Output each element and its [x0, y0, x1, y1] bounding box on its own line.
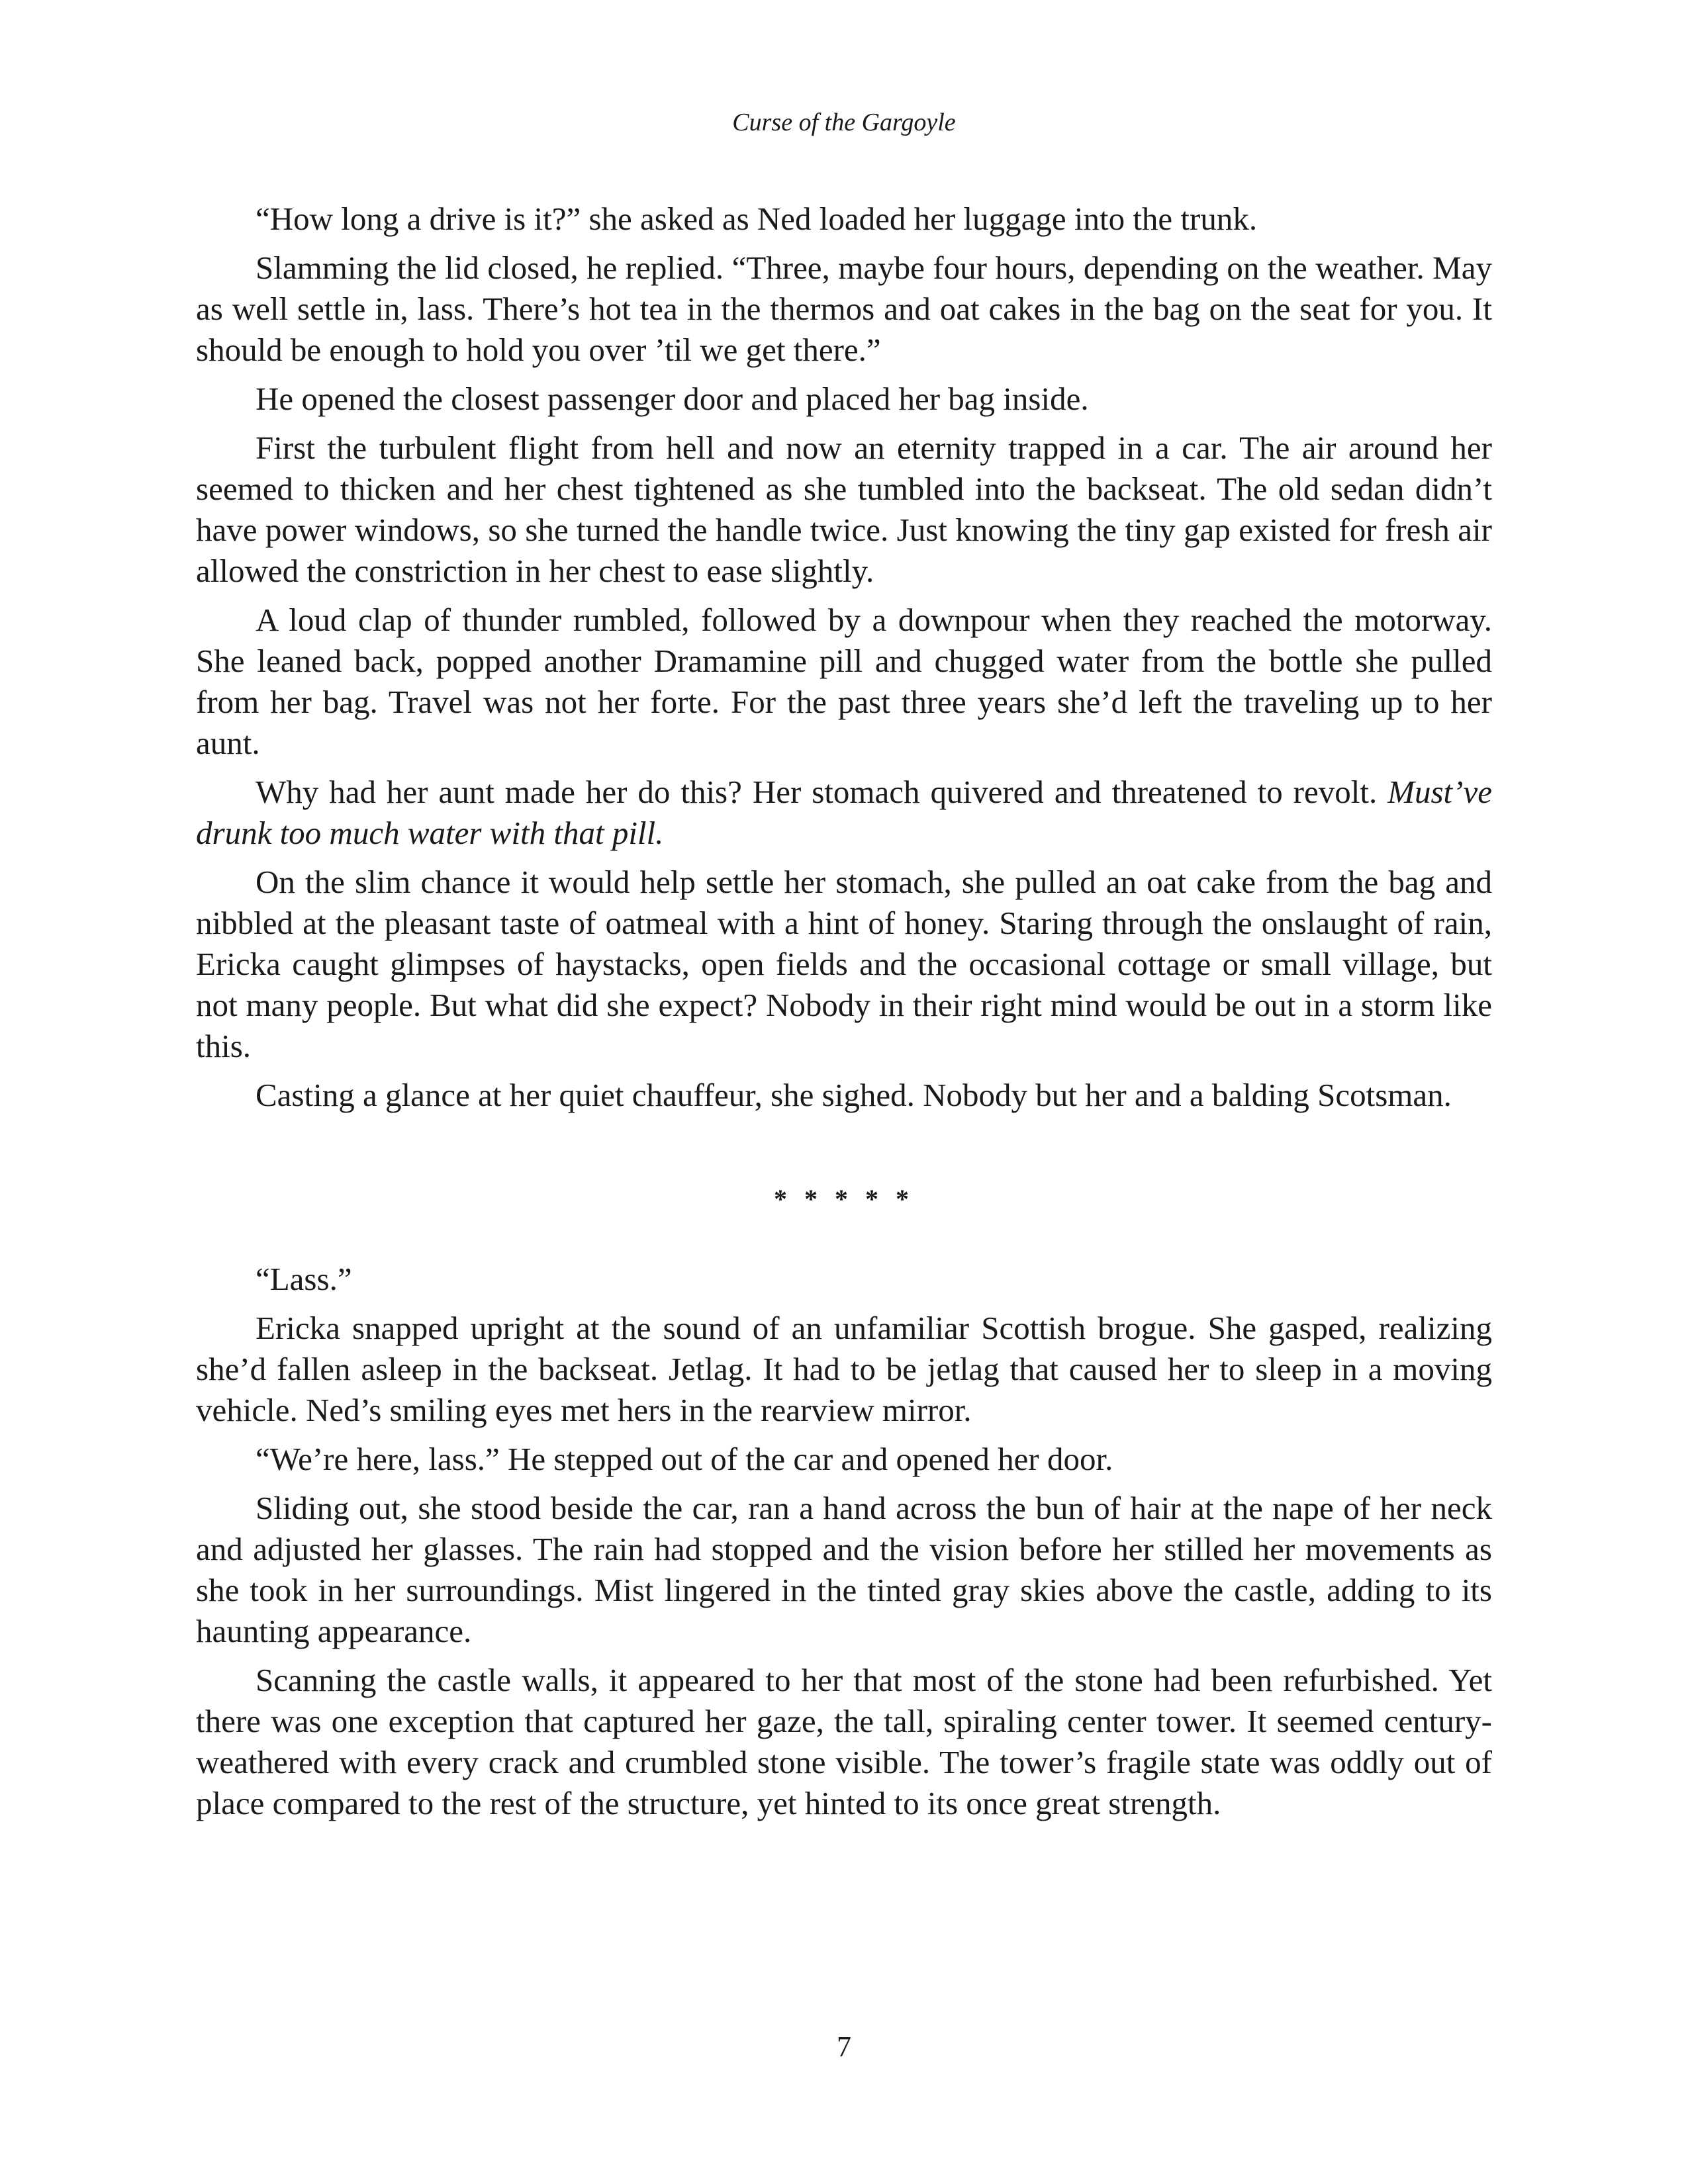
paragraph: He opened the closest passenger door and placed her bag inside.	[256, 381, 1089, 417]
paragraph: Casting a glance at her quiet chauffeur, she sighed. Nobody but her and a balding Scotsman.	[256, 1077, 1452, 1113]
paragraph: Sliding out, she stood beside the car, ran a hand across the bun of hair at the nape of her neck and adjusted her glasses. The rain had stopped and the vision before her stilled her movements as she took in her surroundings. Mist lingered in the tinted gray skies above the castle, adding to its haunting appearance.	[196, 1490, 1492, 1649]
italic-thought: Must’ve drunk too much water with that pill.	[196, 774, 1492, 851]
running-head: Curse of the Gargoyle	[732, 109, 956, 136]
paragraph: Ericka snapped upright at the sound of an unfamiliar Scottish brogue. She gasped, realizing she’d fallen asleep in the backseat. Jetlag. It had to be jetlag that caused her to sleep in a moving vehicle. Ned’s smiling eyes met hers in the rearview mirror.	[196, 1310, 1492, 1428]
paragraph: “Lass.”	[256, 1261, 352, 1297]
paragraph: A loud clap of thunder rumbled, followed by a downpour when they reached the motorway. She leaned back, popped another Dramamine pill and chugged water from the bottle she pulled from her bag. Travel was not her forte. For the past three years she’d left the traveling up to her aunt.	[196, 602, 1492, 761]
paragraph: First the turbulent flight from hell and now an eternity trapped in a car. The air around her seemed to thicken and her chest tightened as she tumbled into the backseat. The old sedan didn’t have power windows, so she turned the handle twice. Just knowing the tiny gap existed for fresh air allowed the constriction in her chest to ease slightly.	[196, 430, 1492, 589]
paragraph: “How long a drive is it?” she asked as Ned loaded her luggage into the trunk.	[256, 201, 1258, 237]
paragraph: Slamming the lid closed, he replied. “Three, maybe four hours, depending on the weather. May as well settle in, lass. There’s hot tea in the thermos and oat cakes in the bag on the seat for you. It should be enough to hold you over ’til we get there.”	[196, 250, 1492, 368]
paragraph: “We’re here, lass.” He stepped out of the car and opened her door.	[256, 1441, 1113, 1477]
body-text	[196, 199, 1492, 1832]
scene-break: * * * * *	[774, 1184, 914, 1214]
paragraph-text: Why had her aunt made her do this? Her stomach quivered and threatened to revolt.	[256, 774, 1388, 810]
paragraph	[196, 772, 1492, 854]
paragraph: On the slim chance it would help settle her stomach, she pulled an oat cake from the bag and nibbled at the pleasant taste of oatmeal with a hint of honey. Staring through the onslaught of rain, Ericka caught glimpses of haystacks, open fields and the occasional cottage or small village, but not many people. But what did she expect? Nobody in their right mind would be out in a storm like this.	[196, 864, 1492, 1064]
paragraph: Scanning the castle walls, it appeared to her that most of the stone had been refurbished. Yet there was one exception that captured her gaze, the tall, spiraling center tower. It seemed century-weathered with every crack and crumbled stone visible. The tower’s fragile state was oddly out of place compared to the rest of the structure, yet hinted to its once great strength.	[196, 1662, 1492, 1821]
page-number: 7	[837, 2030, 851, 2063]
